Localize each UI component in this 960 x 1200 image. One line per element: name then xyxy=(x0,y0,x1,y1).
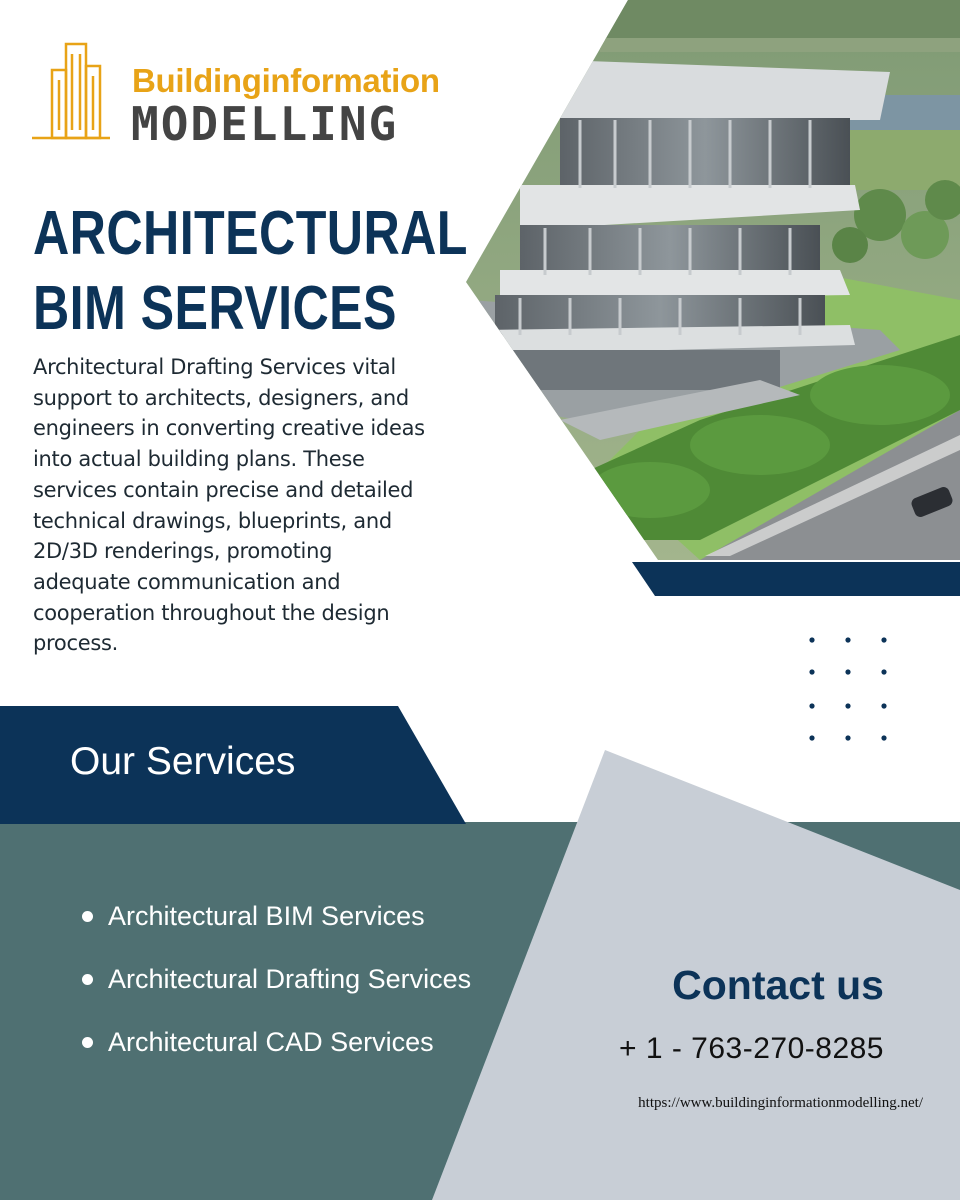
service-label: Architectural BIM Services xyxy=(108,901,425,931)
services-list xyxy=(78,895,471,1084)
title-line-1: ARCHITECTURAL xyxy=(33,199,468,268)
dot-grid-decoration xyxy=(806,634,890,746)
list-item xyxy=(78,958,471,1021)
bullet-icon xyxy=(82,911,93,922)
bullet-icon xyxy=(82,974,93,985)
logo-wordmark-bottom: MODELLING xyxy=(131,97,399,151)
bullet-icon xyxy=(82,1037,93,1048)
service-label: Architectural CAD Services xyxy=(108,1027,434,1057)
intro-paragraph: Architectural Drafting Services vital support to architects, designers, and engineers in converting creative ideas into actual building plans. These services contain precise and detailed technical drawings, blueprints, and 2D/3D renderings, promoting adequate communication and cooperation throughout the design process. xyxy=(33,355,425,656)
contact-url-link[interactable]: https://www.buildinginformationmodelling.net/ xyxy=(638,1095,923,1111)
contact-phone[interactable]: + 1 - 763-270-8285 xyxy=(618,1032,884,1065)
building-icon xyxy=(32,40,110,142)
list-item xyxy=(78,895,471,958)
logo-wordmark-top: Buildinginformation xyxy=(132,62,440,99)
photo-accent-strip xyxy=(632,562,960,596)
title-line-2: BIM SERVICES xyxy=(33,274,397,343)
contact-heading: Contact us xyxy=(672,962,884,1008)
page-title xyxy=(33,196,468,346)
list-item xyxy=(78,1021,471,1084)
services-heading: Our Services xyxy=(70,740,296,783)
service-label: Architectural Drafting Services xyxy=(108,964,472,994)
